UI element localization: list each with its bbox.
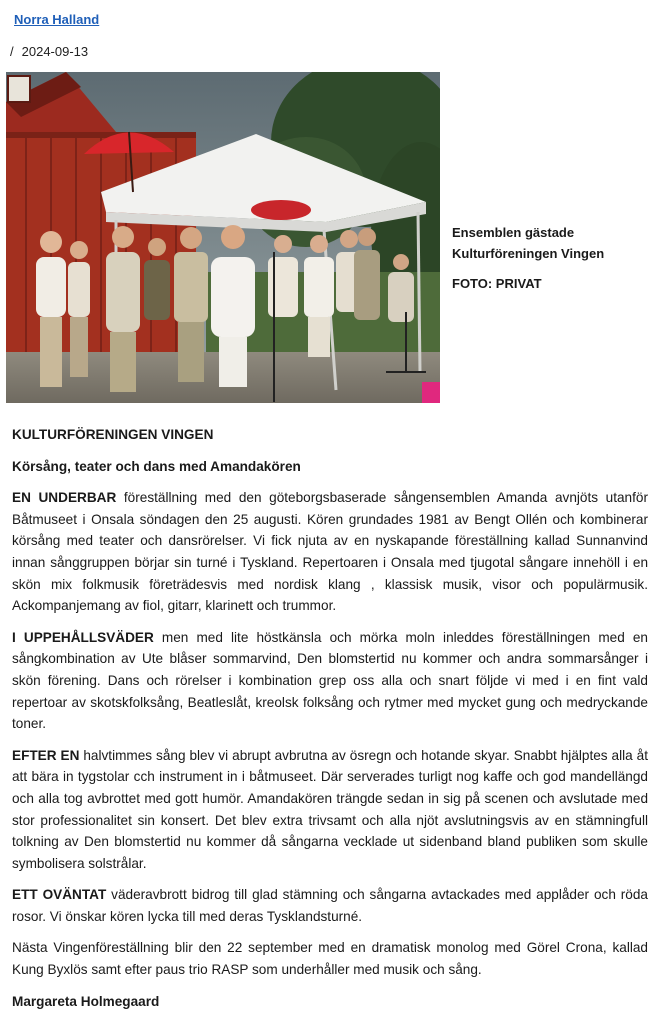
- paragraph: [12, 745, 648, 875]
- photo-credit: FOTO: PRIVAT: [452, 276, 542, 291]
- publish-date: 2024-09-13: [21, 44, 89, 59]
- article-body: [12, 424, 648, 1012]
- dateline-separator: /: [10, 44, 14, 59]
- paragraph-lead: I UPPEHÅLLSVÄDER: [12, 629, 154, 645]
- dateline: [10, 44, 88, 59]
- paragraph-lead: EFTER EN: [12, 747, 80, 763]
- article-author: Margareta Holmegaard: [12, 993, 160, 1009]
- paragraph: [12, 487, 648, 617]
- paragraph: [12, 627, 648, 735]
- paragraph-lead: EN UNDERBAR: [12, 490, 117, 506]
- article-photo: [6, 72, 440, 403]
- paragraph-text: men med lite höstkänsla och mörka moln inleddes föreställningen med en sångkombination av Ute blåser sommarvind, Den blomstertid nu kommer och andra sommarsånger i skön förening. Dans och rörelser i kombination grep oss alla och snart följde vi med i en fint vald repertoar av skotskfolksång, Beatleslåt, kreolsk folksång och rytmer med mycket gung och medryckande toner.: [12, 629, 648, 732]
- caption-text: Ensemblen gästade Kulturföreningen Vingen: [452, 225, 605, 261]
- paragraph: [12, 937, 648, 980]
- paragraph-text: Nästa Vingenföreställning blir den 22 september med en dramatisk monolog med Görel Crona, kallad Kung Byxlös samt efter paus trio RASP som underhåller med musik och sång.: [12, 940, 648, 978]
- source-link[interactable]: Norra Halland: [14, 12, 100, 27]
- paragraph-lead: ETT OVÄNTAT: [12, 887, 107, 903]
- paragraph: [12, 884, 648, 927]
- paragraph-text: halvtimmes sång blev vi abrupt avbrutna av ösregn och hotande skyar. Snabbt hjälptes alla åt att bära in tygstolar cch instrument in i båtmuseet. Där serverades turligt nog kaffe och god mandellängd och alla tog avbrottet med gott humör. Amandakören trängde sedan in sig på scenen och avslutade med stor professionalitet sin konsert. Det blev extra trivsamt och alla njöt avslutningsvis av en stämningfull tolkning av Den blomstertid nu kommer då sångarna vecklade ut sidenband bland publiken som skulle symbolisera solstrålar.: [12, 747, 648, 871]
- paragraph-text: väderavbrott bidrog till glad stämning och sångarna avtackades med applåder och röda rosor. Vi önskar kören lycka till med deras Tysklandsturné.: [12, 887, 648, 924]
- paragraph-text: föreställning med den göteborgsbaserade sångensemblen Amanda avnjöts utanför Båtmuseet i Onsala söndagen den 25 augusti. Kören grundades 1981 av Bengt Ollén och kombinerar körsång med teater och dansrörelser. Vi fick njuta av en nyskapande föreställning kallad Sunnanvind innan sånggruppen börjar sin turné i Tyskland. Repertoaren i Onsala med tjugotal sångare innehöll i en skön mix folkmusik företrädesvis med nordisk klang , klassisk musik, visor och populärmusik. Ackompanjemang av fiol, gitarr, klarinett och trummor.: [12, 490, 648, 614]
- photo-caption: [452, 222, 657, 294]
- photo-image-icon: [6, 72, 440, 403]
- article-kicker: KULTURFÖRENINGEN VINGEN: [12, 427, 214, 442]
- article-headline: Körsång, teater och dans med Amandakören: [12, 458, 301, 474]
